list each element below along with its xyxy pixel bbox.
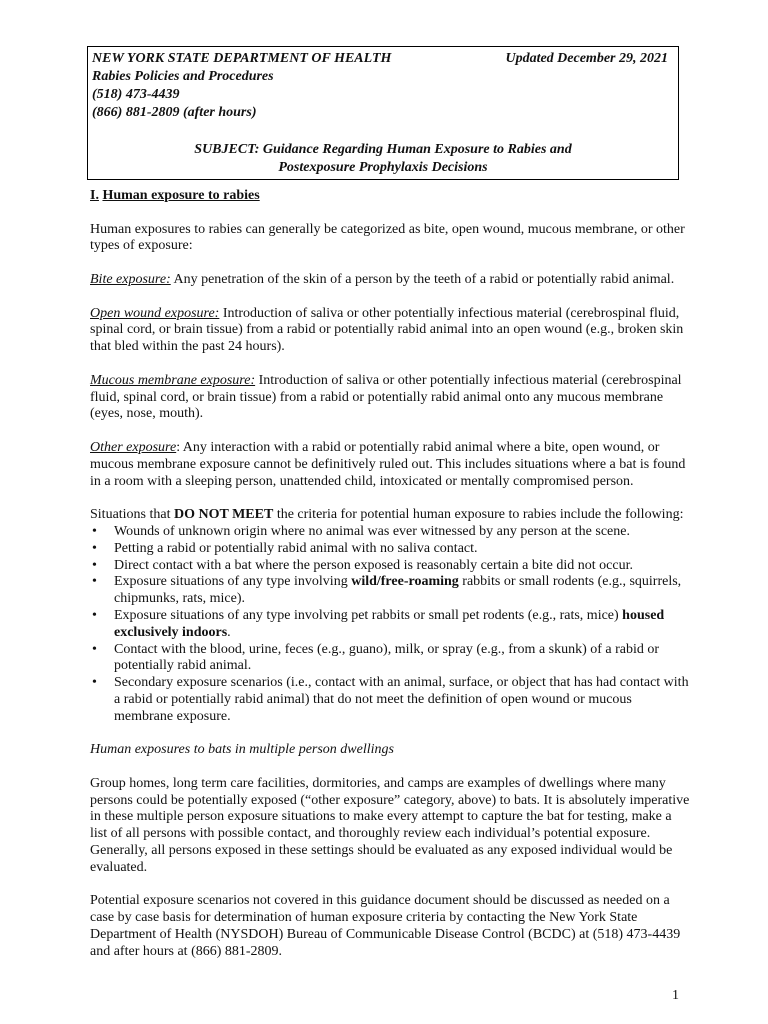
phone-number: (518) 473-4439 [92,87,180,102]
criteria-intro [90,507,690,524]
section-title: Human exposure to rabies [102,188,260,203]
definition-other [90,440,690,490]
list-item [92,675,690,725]
bullet-icon: • [92,675,97,691]
closing-paragraph: Potential exposure scenarios not covered in this guidance document should be discussed as needed on a case by case basis for determination of human exposure criteria by contacting the New York State Department of Health (NYSDOH) Bureau of Communicable Disease Control (BCDC) at (518) 473-4439 and after hours at (866) 881-2809. [90,893,681,959]
list-item-text: Petting a rabid or potentially rabid animal with no saliva contact. [114,540,478,556]
definition-term: Open wound exposure: [90,305,220,321]
updated-date: Updated December 29, 2021 [505,51,668,66]
list-item [92,607,690,642]
subject-line-1: SUBJECT: Guidance Regarding Human Exposure to Rabies and [194,142,572,157]
definition-text: Introduction of saliva or other potentially infectious material (cerebrospinal fluid, spinal cord, or brain tissue) from a rabid or potentially rabid animal onto any mucous membrane (eyes, nose, mouth). [90,372,682,422]
list-item-emphasis: wild/free-roaming [351,574,459,590]
list-item-text-end: . [227,624,231,640]
list-item [92,641,690,676]
bullet-icon: • [92,574,97,590]
definition-text: Introduction of saliva or other potentially infectious material (cerebrospinal fluid, spinal cord, or brain tissue) from a rabid or potentially rabid animal into an open wound (e.g., broken skin that bled within the past 24 hours). [90,305,684,355]
department-name: NEW YORK STATE DEPARTMENT OF HEALTH [92,51,392,66]
document-header [87,46,679,180]
list-item-text: Exposure situations of any type involving pet rabbits or small pet rodents (e.g., rats, mice) [114,607,623,623]
list-item [92,574,690,608]
bullet-icon: • [92,523,97,539]
criteria-intro-pre: Situations that [90,507,174,523]
list-item-text-end: rabbits or small rodents (e.g., squirrels, chipmunks, rats, mice). [114,574,682,607]
definition-open-wound [90,306,690,356]
list-item [92,540,690,558]
section-heading [90,188,690,205]
criteria-intro-post: the criteria for potential human exposure to rabies include the following: [273,507,684,523]
definition-text: : Any interaction with a rabid or potentially rabid animal where a bite, open wound, or mucous membrane exposure cannot be definitively ruled out. This includes situations where a bat is found in a room with a sleeping person, unattended child, intoxicated or mentally compromised person. [90,439,686,489]
bullet-icon: • [92,607,97,623]
list-item-text: Contact with the blood, urine, feces (e.g., guano), milk, or spray (e.g., from a skunk) of a rabid or potentially rabid animal. [114,641,660,674]
subject-line-2: Postexposure Prophylaxis Decisions [278,160,488,175]
bats-paragraph: Group homes, long term care facilities, dormitories, and camps are examples of dwellings where many persons could be potentially exposed (“other exposure” category, above) to bats. It is absolutely imperative in these multiple person exposure situations to make every attempt to capture the bat for testing, make a list of all persons with possible contact, and thoroughly review each individual’s potential exposure. Generally, all persons exposed in these settings should be evaluated as any exposed individual would be evaluated. [90,775,690,875]
section-intro: Human exposures to rabies can generally be categorized as bite, open wound, mucous membrane, or other types of exposure: [90,221,685,254]
definition-bite [90,272,690,289]
criteria-list [90,524,690,726]
list-item-text: Wounds of unknown origin where no animal was ever witnessed by any person at the scene. [114,523,630,539]
definition-term: Other exposure [90,439,177,455]
document-body [90,188,690,977]
definition-text: Any penetration of the skin of a person by the teeth of a rabid or potentially rabid animal. [170,271,675,287]
after-hours-phone: (866) 881-2809 (after hours) [92,105,257,120]
program-name: Rabies Policies and Procedures [92,69,274,84]
list-item-text: Exposure situations of any type involving [114,574,352,590]
section-number: I. [90,188,99,203]
definition-mucous-membrane [90,373,690,423]
list-item-emphasis: housed exclusively indoors [114,607,665,640]
bullet-icon: • [92,557,97,573]
bullet-icon: • [92,540,97,556]
definition-term: Mucous membrane exposure: [90,372,256,388]
list-item [92,557,690,575]
definition-term: Bite exposure: [90,271,171,287]
list-item-text: Direct contact with a bat where the person exposed is reasonably certain a bite did not occur. [114,557,633,573]
bullet-icon: • [92,641,97,657]
list-item-text: Secondary exposure scenarios (i.e., contact with an animal, surface, or object that has had contact with a rabid or potentially rabid animal) that do not meet the definition of open wound or mucous membrane exposure. [114,675,689,724]
bats-subheading: Human exposures to bats in multiple person dwellings [90,742,394,758]
page-number: 1 [672,988,679,1003]
criteria-intro-emphasis: DO NOT MEET [174,507,274,523]
list-item [92,523,690,541]
